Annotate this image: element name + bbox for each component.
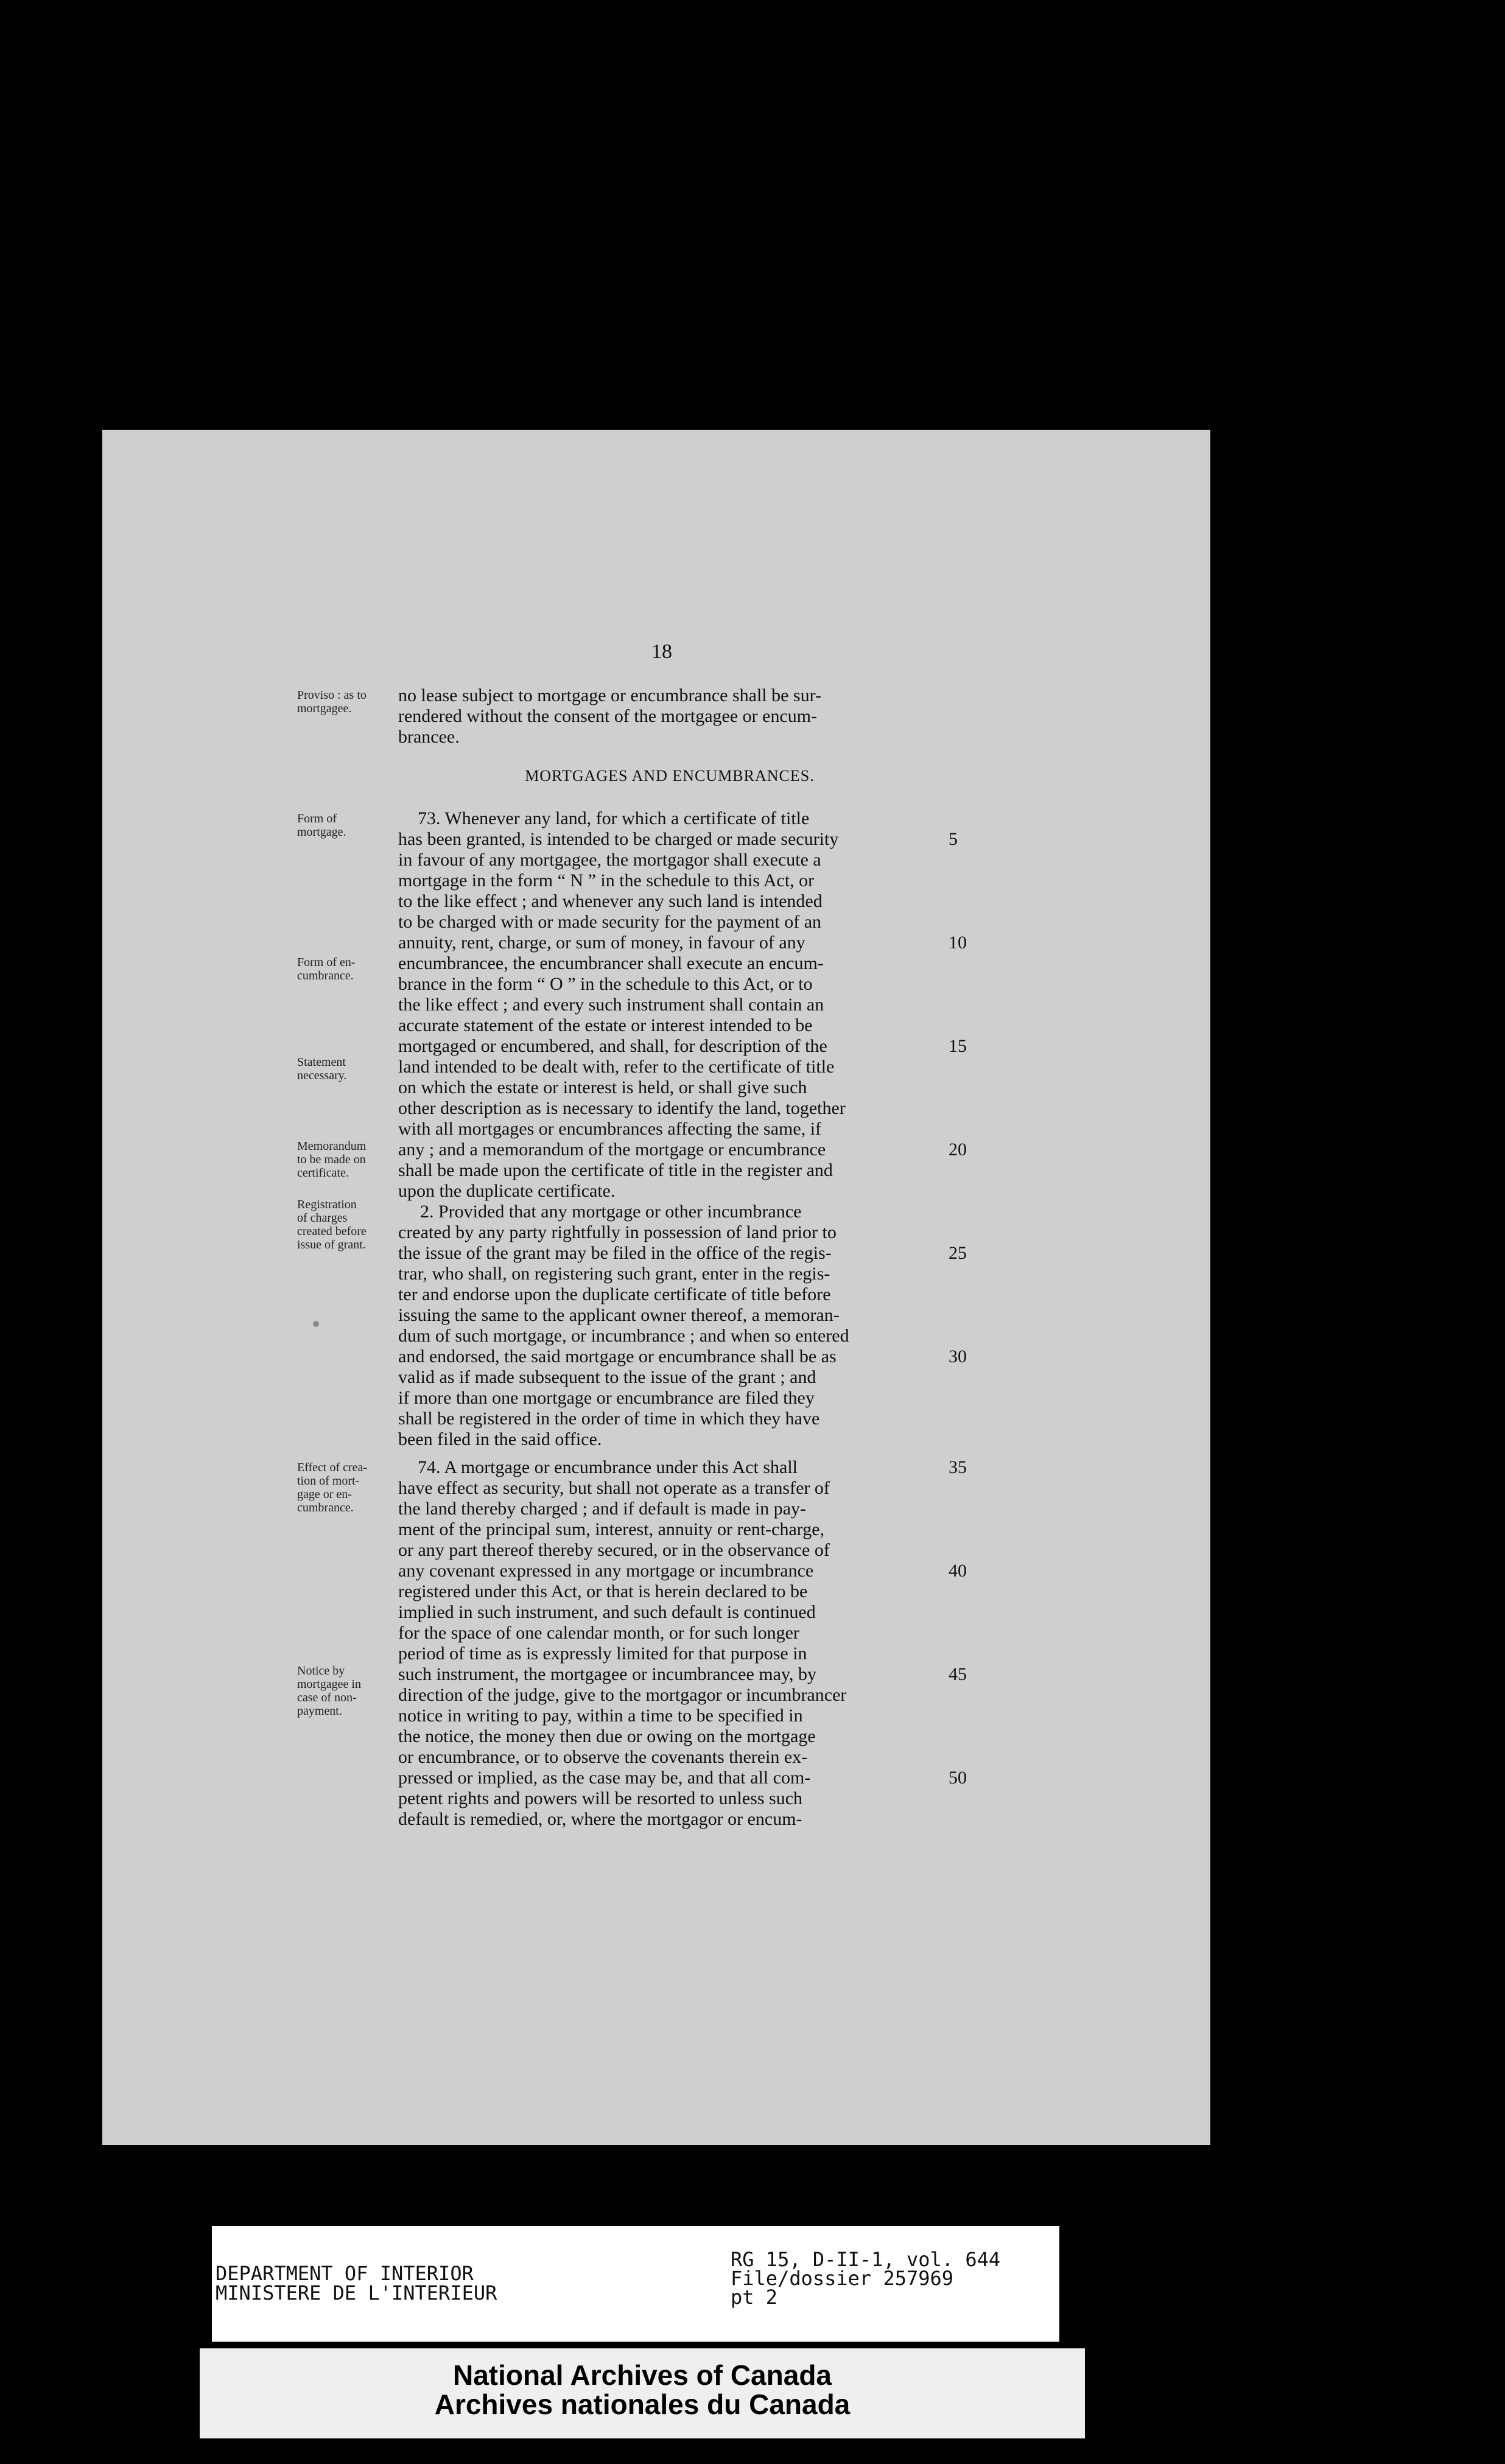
side-note-effect-of-creation: Effect of crea- tion of mort- gage or en- cumbrance.: [297, 1461, 368, 1514]
side-note-form-of-mortgage: Form of mortgage.: [297, 812, 346, 839]
text-line: brancee.: [398, 727, 460, 747]
text-line: dum of such mortgage, or incumbrance ; and when so entered: [398, 1326, 849, 1346]
text-line: to the like effect ; and whenever any such land is intended: [398, 891, 823, 911]
scan-blemish: [313, 1321, 319, 1327]
text-line: mortgaged or encumbered, and shall, for description of the: [398, 1036, 827, 1056]
text-line: valid as if made subsequent to the issue of the grant ; and: [398, 1367, 816, 1387]
text-line: default is remedied, or, where the mortgagor or encum-: [398, 1809, 802, 1829]
text-line: other description as is necessary to identify the land, together: [398, 1098, 846, 1118]
text-line: accurate statement of the estate or interest intended to be: [398, 1015, 813, 1035]
text-line: created by any party rightfully in possession of land prior to: [398, 1222, 837, 1242]
text-line: brance in the form “ O ” in the schedule to this Act, or to: [398, 974, 813, 994]
archive-label: [212, 2226, 1059, 2342]
line-number: 25: [949, 1243, 967, 1263]
archive-banner: [200, 2348, 1085, 2438]
text-line: and endorsed, the said mortgage or encumbrance shall be as: [398, 1346, 837, 1367]
line-number: 10: [949, 933, 967, 953]
line-number: 5: [949, 829, 958, 849]
text-line: direction of the judge, give to the mortgagor or incumbrancer: [398, 1685, 847, 1705]
text-line: issuing the same to the applicant owner thereof, a memoran-: [398, 1305, 840, 1325]
archive-reference: RG 15, D-II-1, vol. 644 File/dossier 257969 pt 2: [731, 2248, 1001, 2309]
text-line: ment of the principal sum, interest, annuity or rent-charge,: [398, 1519, 825, 1539]
banner-french: Archives nationales du Canada: [434, 2389, 851, 2420]
text-line: for the space of one calendar month, or for such longer: [398, 1623, 799, 1643]
text-line: shall be registered in the order of time in which they have: [398, 1409, 820, 1429]
text-line: encumbrancee, the encumbrancer shall execute an encum-: [398, 953, 824, 973]
text-line: 74. A mortgage or encumbrance under this Act shall: [418, 1457, 798, 1477]
text-line: period of time as is expressly limited for that purpose in: [398, 1643, 807, 1664]
text-line: annuity, rent, charge, or sum of money, in favour of any: [398, 933, 805, 953]
text-line: any ; and a memorandum of the mortgage or encumbrance: [398, 1139, 826, 1160]
text-line: the issue of the grant may be filed in the office of the regis-: [398, 1243, 832, 1263]
text-line: on which the estate or interest is held, or shall give such: [398, 1077, 807, 1097]
banner-english: National Archives of Canada: [452, 2359, 832, 2391]
text-line: any covenant expressed in any mortgage or incumbrance: [398, 1561, 814, 1581]
side-note-form-of-encumbrance: Form of en- cumbrance.: [297, 956, 356, 982]
line-number: 20: [949, 1139, 967, 1160]
text-line: 2. Provided that any mortgage or other incumbrance: [420, 1202, 802, 1222]
text-line: ter and endorse upon the duplicate certificate of title before: [398, 1284, 831, 1304]
text-line: rendered without the consent of the mortgagee or encum-: [398, 706, 818, 726]
text-line: the land thereby charged ; and if default is made in pay-: [398, 1499, 807, 1519]
text-line: implied in such instrument, and such default is continued: [398, 1602, 816, 1622]
text-line: to be charged with or made security for the payment of an: [398, 912, 822, 932]
side-note-registration: Registration of charges created before issue of grant.: [297, 1198, 367, 1251]
line-number: 30: [949, 1346, 967, 1367]
side-note-notice: Notice by mortgagee in case of non- payment.: [297, 1664, 361, 1718]
text-line: the notice, the money then due or owing on the mortgage: [398, 1726, 816, 1746]
text-line: trar, who shall, on registering such grant, enter in the regis-: [398, 1264, 830, 1284]
page-number: 18: [651, 640, 672, 663]
side-note-statement-necessary: Statement necessary.: [297, 1055, 347, 1082]
text-line: with all mortgages or encumbrances affecting the same, if: [398, 1119, 822, 1139]
side-note-memorandum: Memorandum to be made on certificate.: [297, 1139, 367, 1180]
line-number: 50: [949, 1768, 967, 1788]
text-line: or any part thereof thereby secured, or in the observance of: [398, 1540, 830, 1560]
text-line: such instrument, the mortgagee or incumbrancee may, by: [398, 1664, 816, 1684]
text-line: notice in writing to pay, within a time to be specified in: [398, 1706, 803, 1726]
text-line: have effect as security, but shall not operate as a transfer of: [398, 1478, 830, 1498]
line-number: 45: [949, 1664, 967, 1684]
line-number: 15: [949, 1036, 967, 1056]
text-line: land intended to be dealt with, refer to the certificate of title: [398, 1057, 835, 1077]
text-line: shall be made upon the certificate of title in the register and: [398, 1160, 833, 1180]
text-line: in favour of any mortgagee, the mortgagor shall execute a: [398, 850, 821, 870]
department-name: DEPARTMENT OF INTERIOR MINISTERE DE L'INTERIEUR: [216, 2262, 497, 2305]
text-line: no lease subject to mortgage or encumbrance shall be sur-: [398, 685, 821, 705]
text-line: or encumbrance, or to observe the covenants therein ex-: [398, 1747, 808, 1767]
text-line: registered under this Act, or that is herein declared to be: [398, 1581, 808, 1601]
text-line: mortgage in the form “ N ” in the schedule to this Act, or: [398, 870, 815, 891]
text-line: the like effect ; and every such instrument shall contain an: [398, 995, 824, 1015]
text-line: 73. Whenever any land, for which a certificate of title: [418, 808, 810, 828]
line-number: 40: [949, 1561, 967, 1581]
section-heading: MORTGAGES AND ENCUMBRANCES.: [525, 767, 815, 785]
text-line: been filed in the said office.: [398, 1429, 602, 1449]
text-line: petent rights and powers will be resorted to unless such: [398, 1788, 803, 1808]
text-line: pressed or implied, as the case may be, and that all com-: [398, 1768, 811, 1788]
line-number: 35: [949, 1457, 967, 1477]
side-note-proviso: Proviso : as to mortgagee.: [297, 688, 367, 715]
text-line: has been granted, is intended to be charged or made security: [398, 829, 839, 849]
text-line: upon the duplicate certificate.: [398, 1181, 616, 1201]
text-line: if more than one mortgage or encumbrance are filed they: [398, 1388, 815, 1408]
